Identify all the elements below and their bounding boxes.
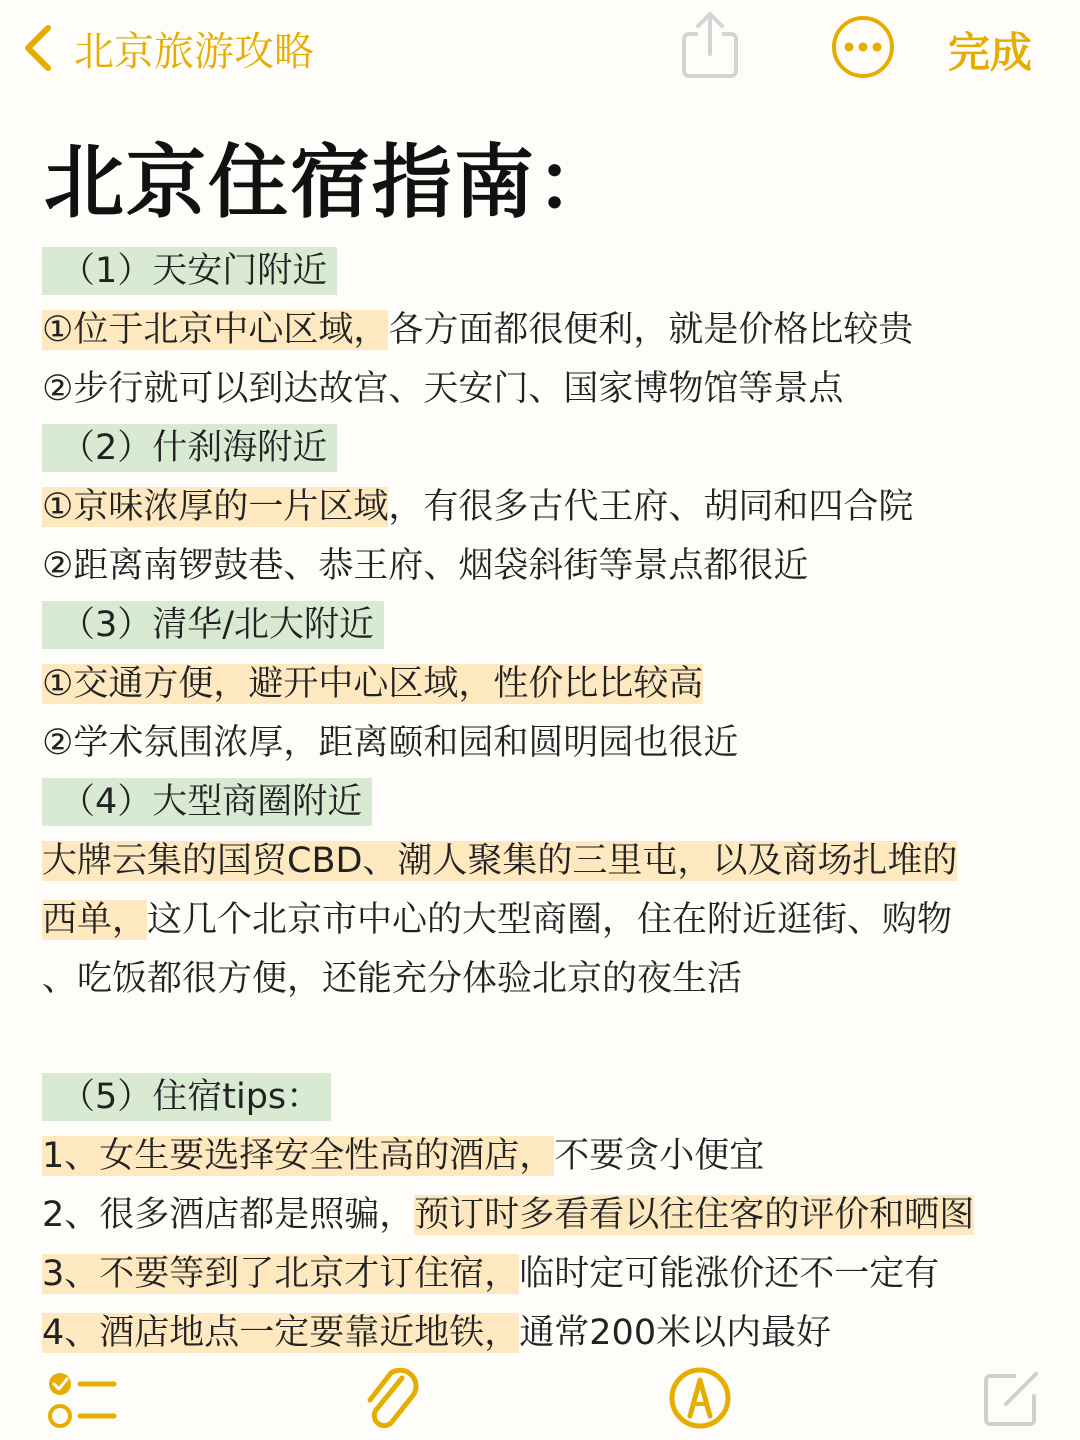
section-heading-text: （3）清华/北大附近	[42, 601, 384, 649]
back-button[interactable]	[18, 18, 314, 78]
plain-text: 2、很多酒店都是照骗，	[42, 1195, 415, 1235]
note-line	[42, 360, 1062, 419]
markup-icon[interactable]	[668, 1366, 732, 1430]
done-button[interactable]: 完成	[948, 28, 1033, 77]
back-label: 北京旅游攻略	[74, 28, 314, 75]
compose-icon[interactable]	[980, 1366, 1044, 1430]
note-line	[42, 537, 1062, 596]
section-heading	[42, 596, 1062, 655]
section-heading	[42, 419, 1062, 478]
section-heading-text: （1）天安门附近	[42, 247, 337, 295]
plain-text: 不要贪小便宜	[554, 1136, 765, 1176]
highlighted-text: 3、不要等到了北京才订住宿，	[42, 1254, 520, 1294]
highlighted-text: 4、酒店地点一定要靠近地铁，	[42, 1313, 520, 1353]
section-heading-text: （4）大型商圈附近	[42, 778, 372, 826]
plain-text: 各方面都很便利，就是价格比较贵	[388, 310, 914, 350]
section-heading-text: （5）住宿tips：	[42, 1073, 331, 1121]
highlighted-text: 西单，	[42, 900, 148, 940]
note-line	[42, 1186, 1062, 1245]
top-nav-bar	[0, 0, 1080, 100]
note-line	[42, 891, 1062, 950]
note-line	[42, 301, 1062, 360]
section-heading	[42, 242, 1062, 301]
share-icon[interactable]	[678, 10, 742, 80]
note-body[interactable]	[42, 242, 1062, 1363]
plain-text: 、吃饭都很方便，还能充分体验北京的夜生活	[42, 959, 743, 999]
highlighted-text: 预订时多看看以往住客的评价和晒图	[414, 1195, 975, 1235]
chevron-left-icon	[18, 22, 58, 74]
highlighted-text: 1、女生要选择安全性高的酒店，	[42, 1136, 555, 1176]
highlighted-text: 大牌云集的国贸CBD、潮人聚集的三里屯，以及商场扎堆的	[42, 841, 958, 881]
highlighted-text: ①位于北京中心区域，	[42, 310, 389, 350]
plain-text: ，有很多古代王府、胡同和四合院	[388, 487, 914, 527]
section-heading-text: （2）什刹海附近	[42, 424, 337, 472]
note-line	[42, 655, 1062, 714]
blank-line	[42, 1009, 1062, 1068]
plain-text: ②距离南锣鼓巷、恭王府、烟袋斜街等景点都很近	[42, 546, 809, 586]
more-icon[interactable]	[830, 14, 896, 80]
note-line	[42, 1127, 1062, 1186]
note-line	[42, 950, 1062, 1009]
note-line	[42, 1245, 1062, 1304]
bottom-toolbar	[0, 1362, 1080, 1440]
checklist-icon[interactable]	[44, 1368, 120, 1434]
section-heading	[42, 773, 1062, 832]
plain-text: ②学术氛围浓厚，距离颐和园和圆明园也很近	[42, 723, 739, 763]
highlighted-text: ①京味浓厚的一片区域	[42, 487, 389, 527]
note-line	[42, 1304, 1062, 1363]
plain-text: 通常200米以内最好	[519, 1313, 832, 1353]
note-title: 北京住宿指南：	[44, 136, 618, 229]
plain-text: 这几个北京市中心的大型商圈，住在附近逛街、购物	[147, 900, 953, 940]
section-heading	[42, 1068, 1062, 1127]
plain-text: ②步行就可以到达故宫、天安门、国家博物馆等景点	[42, 369, 844, 409]
plain-text: 临时定可能涨价还不一定有	[519, 1254, 940, 1294]
note-line	[42, 478, 1062, 537]
attachment-icon[interactable]	[362, 1364, 424, 1436]
note-line	[42, 714, 1062, 773]
note-line	[42, 832, 1062, 891]
highlighted-text: ①交通方便，避开中心区域，性价比比较高	[42, 664, 704, 704]
